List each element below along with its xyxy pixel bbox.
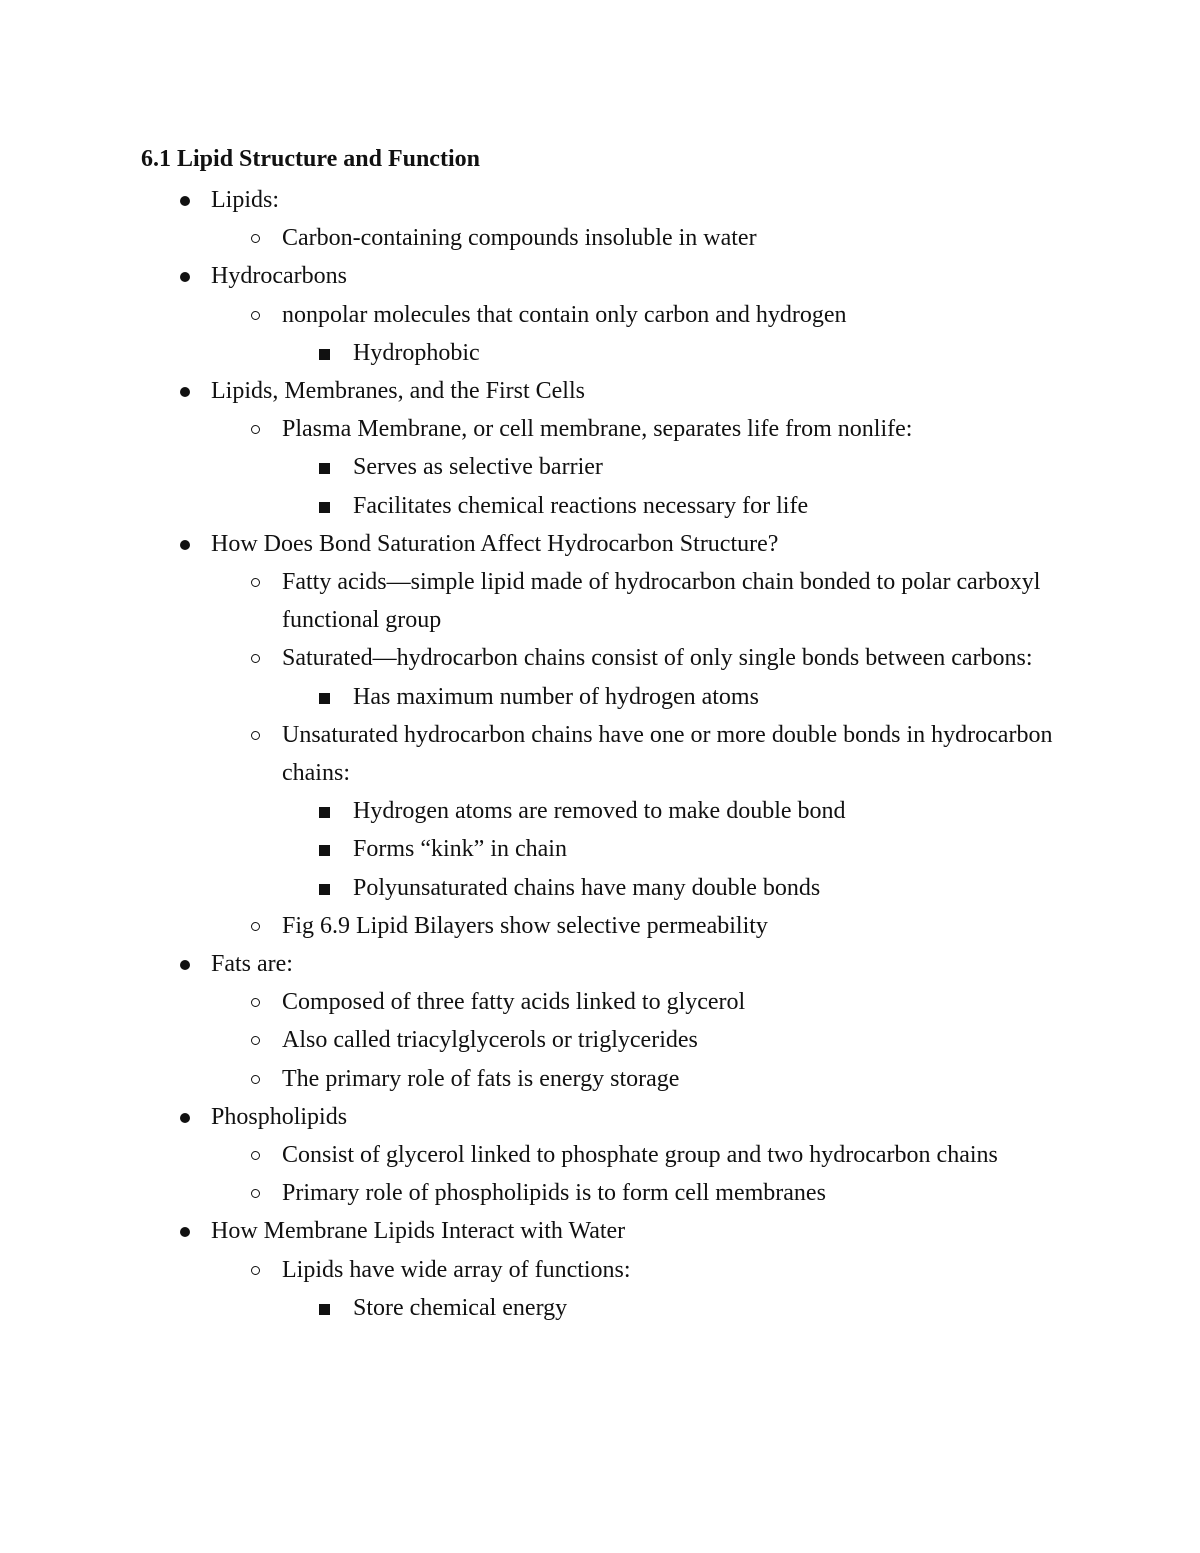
outline-item-text: Also called triacylglycerols or triglycerides xyxy=(282,1027,698,1054)
outline-item-text: Plasma Membrane, or cell membrane, separates life from nonlife: xyxy=(282,416,913,443)
outline-item-level-2 xyxy=(0,296,1061,334)
outline-item-text: How Does Bond Saturation Affect Hydrocarbon Structure? xyxy=(211,530,779,557)
outline-item-text: nonpolar molecules that contain only carbon and hydrogen xyxy=(282,301,847,328)
outline-item-level-3 xyxy=(0,448,1061,486)
outline-item-text: Primary role of phospholipids is to form cell membranes xyxy=(282,1180,826,1207)
outline-item-text: Hydrophobic xyxy=(353,339,480,366)
outline-item-text: Fatty acids—simple lipid made of hydrocarbon chain bonded to polar carboxyl functional group xyxy=(282,569,1041,634)
outline-item-level-3 xyxy=(0,487,1061,525)
outline-item-text: Hydrogen atoms are removed to make double bond xyxy=(353,798,846,825)
outline-item-text: Forms “kink” in chain xyxy=(353,836,567,863)
outline-item-level-3 xyxy=(0,1289,1061,1327)
outline-item-text: Has maximum number of hydrogen atoms xyxy=(353,683,759,710)
outline-item-text: Lipids, Membranes, and the First Cells xyxy=(211,378,585,405)
outline-item-text: Composed of three fatty acids linked to glycerol xyxy=(282,989,746,1016)
outline-item-level-2 xyxy=(0,410,1061,448)
outline-item-level-2 xyxy=(0,1060,1061,1098)
outline-item-level-2 xyxy=(0,1251,1061,1289)
outline-item-level-1 xyxy=(0,525,1061,563)
outline-item-level-2 xyxy=(0,219,1061,257)
outline-item-level-2 xyxy=(0,1021,1061,1059)
outline-item-level-3 xyxy=(0,792,1061,830)
outline-item-level-2 xyxy=(0,639,1061,677)
outline-item-level-3 xyxy=(0,869,1061,907)
outline-item-text: Carbon-containing compounds insoluble in water xyxy=(282,225,757,252)
outline-item-level-1 xyxy=(0,181,1061,219)
outline-list xyxy=(0,181,1061,1327)
outline-item-text: How Membrane Lipids Interact with Water xyxy=(211,1218,626,1245)
outline-item-text: Saturated—hydrocarbon chains consist of only single bonds between carbons: xyxy=(282,645,1033,672)
outline-item-text: Lipids have wide array of functions: xyxy=(282,1256,631,1283)
outline-item-text: Phospholipids xyxy=(211,1103,348,1130)
outline-item-text: Unsaturated hydrocarbon chains have one or more double bonds in hydrocarbon chains: xyxy=(282,721,1053,787)
outline-item-level-1 xyxy=(0,945,1061,983)
outline-item-level-1 xyxy=(0,1212,1061,1250)
outline-item-text: Fats are: xyxy=(211,951,293,978)
outline-item-level-3 xyxy=(0,334,1061,372)
outline-item-text: Facilitates chemical reactions necessary for life xyxy=(353,492,809,519)
outline-item-text: Fig 6.9 Lipid Bilayers show selective permeability xyxy=(282,912,768,939)
outline-item-text: Serves as selective barrier xyxy=(353,454,603,481)
outline-item-text: Lipids: xyxy=(211,187,280,213)
outline-item-level-1 xyxy=(0,1098,1061,1136)
outline-item-level-1 xyxy=(0,257,1061,295)
outline-item-level-3 xyxy=(0,678,1061,716)
outline-item-level-2 xyxy=(0,563,1061,639)
outline-item-level-2 xyxy=(0,1174,1061,1212)
outline-item-level-3 xyxy=(0,830,1061,868)
outline-item-text: Polyunsaturated chains have many double bonds xyxy=(353,874,821,901)
outline-item-text: Consist of glycerol linked to phosphate group and two hydrocarbon chains xyxy=(282,1142,998,1169)
outline-item-level-2 xyxy=(0,907,1061,945)
outline-item-level-1 xyxy=(0,372,1061,410)
outline-item-text: The primary role of fats is energy storage xyxy=(282,1065,680,1092)
outline-item-level-2 xyxy=(0,983,1061,1021)
outline-item-text: Hydrocarbons xyxy=(211,263,347,290)
outline-item-level-2 xyxy=(0,1136,1061,1174)
outline-item-level-2 xyxy=(0,716,1061,792)
outline-item-text: Store chemical energy xyxy=(353,1294,568,1321)
page-title: 6.1 Lipid Structure and Function xyxy=(141,146,480,172)
